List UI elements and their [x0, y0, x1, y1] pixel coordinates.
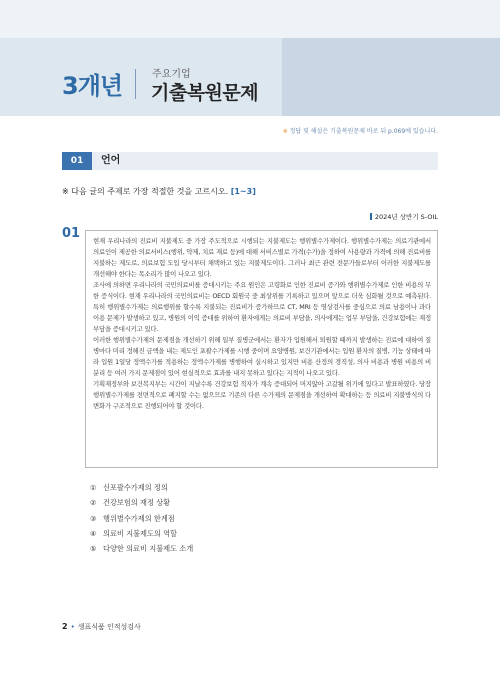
answer-note: [283, 126, 438, 135]
header-top-band: [0, 0, 500, 38]
option-1[interactable]: [90, 480, 193, 495]
page-number: 2: [62, 622, 68, 631]
source-text: 2024년 상반기 S-OIL: [374, 213, 438, 221]
passage-paragraph: 조사에 의하면 우리나라의 국민의료비를 증대시키는 주요 원인은 고령화로 인한 진료비 증가와 행위별수가제로 인한 비용의 무한 증식이다. 현재 우리나라의 국민의료비는 OECD 회원국 중 최상위를 기록하고 있으며 앞으로 더욱 심화될 것으로 예측된다. 특히 행위별수가제는 의료행위를 할수록 지불되는 진료비가 증가하므로 CT, MRI 등 영상검사를 중심으로 의료 남용이나 과다 이용 문제가 발생하고 있고, 병원의 이익 증대를 위하여 환자에게는 의료비 부담을, 의사에게는 업무 부담을, 건강보험에는 재정 부담을 증대시키고 있다.: [93, 281, 431, 333]
note-mark: ※: [282, 128, 288, 135]
option-number: ②: [90, 498, 97, 508]
section-name: 언어: [101, 155, 121, 166]
question-number: 01: [62, 226, 81, 241]
option-2[interactable]: [90, 495, 193, 510]
passage-box: [85, 230, 438, 468]
option-3[interactable]: [90, 511, 193, 526]
option-5[interactable]: [90, 541, 193, 556]
section-number: 01: [62, 152, 92, 170]
header-subtitle: 주요기업: [152, 69, 191, 80]
option-number: ⑤: [90, 544, 97, 554]
option-text: 신포괄수가제의 정의: [103, 483, 168, 492]
note-text: 정답 및 해설은 기출복원문제 바로 뒤 p.069에 있습니다.: [289, 128, 438, 135]
option-text: 건강보험의 재정 상황: [103, 498, 171, 508]
option-number: ③: [90, 513, 97, 523]
header-band-accent: [282, 38, 500, 116]
page-title: 기출복원문제: [151, 82, 259, 104]
passage-paragraph: 이러한 행위별수가제의 문제점을 개선하기 위해 일부 질병군에서는 환자가 입원해서 퇴원할 때까지 발생하는 진료에 대하여 질병마다 미리 정해진 금액을 내는 제도인 포괄수가제를 시행 중이며 요양병원, 보건기관에서는 입원 환자의 질병, 기능 상태에 따라 입원 1일당 정액수가를 적용하는 정액수가제를 병행하여 실시하고 있지만 비용 산정의 경직성, 의사 비용과 병원 비용의 비분리 등 여러 가지 문제점이 있어 현실적으로 효과를 내지 못하고 있다는 지적이 나오고 있다.: [93, 336, 431, 377]
option-number: ①: [90, 483, 97, 492]
source-marker: [370, 213, 372, 220]
footer-bullet: •: [70, 623, 75, 631]
passage-paragraph: 현재 우리나라의 진료비 지불제도 중 가장 주도적으로 시행되는 지불제도는 행위별수가제이다. 행위별수가제는 의료기관에서 의료인이 제공한 의료서비스(행위, 약제, 치료 재료 등)에 대해 서비스별로 가격(수가)을 정하여 사용량과 가격에 의해 진료비를 지불하는 제도로, 의료보험 도입 당시부터 채택하고 있는 지불제도이다. 그러나 최근 관련 전문가들로부터 이러한 지불제도를 개선해야 한다는 목소리가 많이 나오고 있다.: [93, 237, 431, 278]
option-text: 행위별수가제의 한계점: [103, 513, 175, 523]
header-divider: [135, 69, 136, 99]
book-title: 생표식품 인적성검사: [77, 623, 141, 631]
option-text: 의료비 지불제도의 역할: [103, 528, 178, 538]
instruction-range: [1~3]: [230, 187, 256, 196]
passage-paragraph: 기획재정부와 보건복지부는 시간이 지날수록 건강보험 적자가 계속 증대되어 머지않아 고갈될 위기에 있다고 발표하였다. 당장 행위별수가제를 전면적으로 폐지할 수는 없으므로 기존의 다른 수가제의 문제점을 개선하여 확대하는 등 의료비 지불방식의 다변화가 구조적으로 진행되어야 할 것이다.: [93, 380, 431, 410]
page-footer: [62, 622, 141, 632]
chapter-label: 3개년: [62, 72, 123, 100]
answer-options: [90, 480, 193, 556]
option-number: ④: [90, 528, 97, 538]
option-4[interactable]: [90, 526, 193, 541]
question-source: [370, 212, 438, 221]
question-instruction: [62, 186, 256, 197]
option-text: 다양한 의료비 지불제도 소개: [103, 544, 194, 554]
instruction-text: ※ 다음 글의 주제로 가장 적절한 것을 고르시오.: [62, 187, 231, 196]
